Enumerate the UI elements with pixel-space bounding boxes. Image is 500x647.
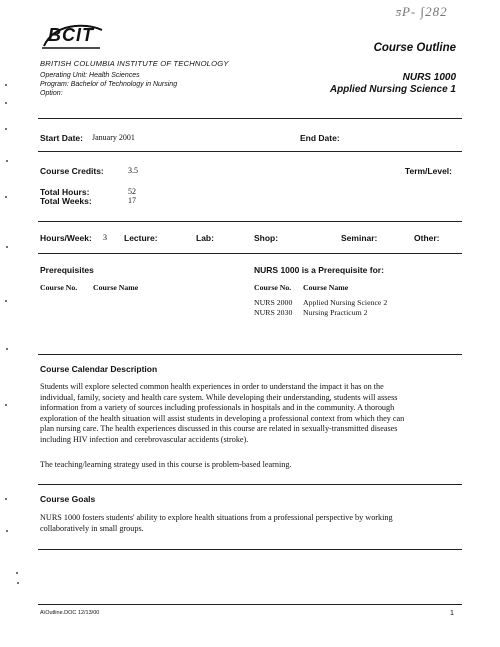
rule-goals: [38, 549, 462, 550]
end-date-label: End Date:: [300, 133, 340, 143]
rule-footer: [38, 604, 462, 605]
course-title: Applied Nursing Science 1: [329, 84, 456, 95]
prereq-item-2-name: Nursing Practicum 2: [303, 308, 368, 317]
start-date-label: Start Date:: [40, 133, 83, 143]
total-hours-label: Total Hours:: [40, 187, 90, 197]
goals-line: NURS 1000 fosters students' ability to explore health situations from a professional perspective by working: [40, 513, 393, 522]
term-level-label: Term/Level:: [404, 166, 452, 176]
doc-title: Course Outline: [373, 42, 456, 54]
hours-week-value: 3: [103, 233, 107, 242]
option: Option:: [40, 90, 63, 97]
prereq-for-col-no: Course No.: [254, 283, 292, 292]
goals-text: [40, 513, 393, 534]
rule-dates: [38, 151, 462, 152]
prereq-col-name: Course Name: [93, 283, 139, 292]
prereq-item-1-name: Applied Nursing Science 2: [303, 298, 388, 307]
calendar-line: including HIV infection and cerebrovascular accidents (stroke).: [40, 434, 249, 444]
calendar-line: information from a variety of sources including professionals in hospitals and in the community. A thorough: [40, 403, 395, 413]
start-date-value: January 2001: [92, 133, 135, 142]
shop-label: Shop:: [254, 233, 279, 243]
calendar-line: plan nursing care. The health experiences discussed in this course are related in sexually-transmitted diseases: [40, 424, 398, 434]
operating-unit: Operating Unit: Health Sciences: [40, 72, 140, 79]
goals-line: collaboratively in small groups.: [40, 523, 144, 533]
bcit-logo: [40, 22, 104, 52]
rule-hours: [38, 253, 462, 254]
calendar-line: exploration of the health situation will assist students in developing a professional context from which they can: [40, 413, 405, 423]
rule-credits: [38, 221, 462, 222]
calendar-line: individual, family, society and health care system. While developing their understanding, students will assess: [40, 392, 398, 402]
prereq-heading: Prerequisites: [40, 265, 94, 275]
teaching-strategy: The teaching/learning strategy used in this course is problem-based learning.: [40, 460, 292, 469]
other-label: Other:: [414, 233, 440, 243]
page-number: 1: [449, 608, 454, 617]
institute-name: BRITISH COLUMBIA INSTITUTE OF TECHNOLOGY: [40, 59, 229, 68]
hours-week-label: Hours/Week:: [40, 233, 92, 243]
total-hours-value: 52: [128, 187, 136, 196]
prereq-col-no: Course No.: [40, 283, 78, 292]
prereq-item-2-no: NURS 2030: [254, 308, 293, 317]
credits-value: 3.5: [128, 166, 138, 175]
prereq-for-heading: NURS 1000 is a Prerequisite for:: [254, 265, 384, 275]
calendar-description: [40, 382, 470, 446]
goals-heading: Course Goals: [40, 494, 96, 504]
footer-file: A\Outline.DOC 12/13/00: [40, 610, 100, 616]
prereq-item-1-no: NURS 2000: [254, 298, 293, 307]
calendar-line: Students will explore selected common health experiences in order to understand the impact it has on the: [40, 382, 384, 391]
corner-mark: ƽP- ∫282: [396, 4, 448, 19]
calendar-heading: Course Calendar Description: [40, 364, 158, 374]
seminar-label: Seminar:: [341, 233, 378, 243]
credits-label: Course Credits:: [40, 166, 104, 176]
lab-label: Lab:: [196, 233, 214, 243]
rule-calendar: [38, 484, 462, 485]
prereq-for-col-name: Course Name: [303, 283, 349, 292]
lecture-label: Lecture:: [124, 233, 158, 243]
total-weeks-value: 17: [128, 196, 136, 205]
logo-text: BCIT: [48, 25, 94, 45]
course-code: NURS 1000: [402, 72, 456, 83]
program: Program: Bachelor of Technology in Nursing: [40, 81, 178, 88]
rule-prereq: [38, 354, 462, 355]
rule-header: [38, 118, 462, 119]
total-weeks-label: Total Weeks:: [40, 196, 92, 206]
